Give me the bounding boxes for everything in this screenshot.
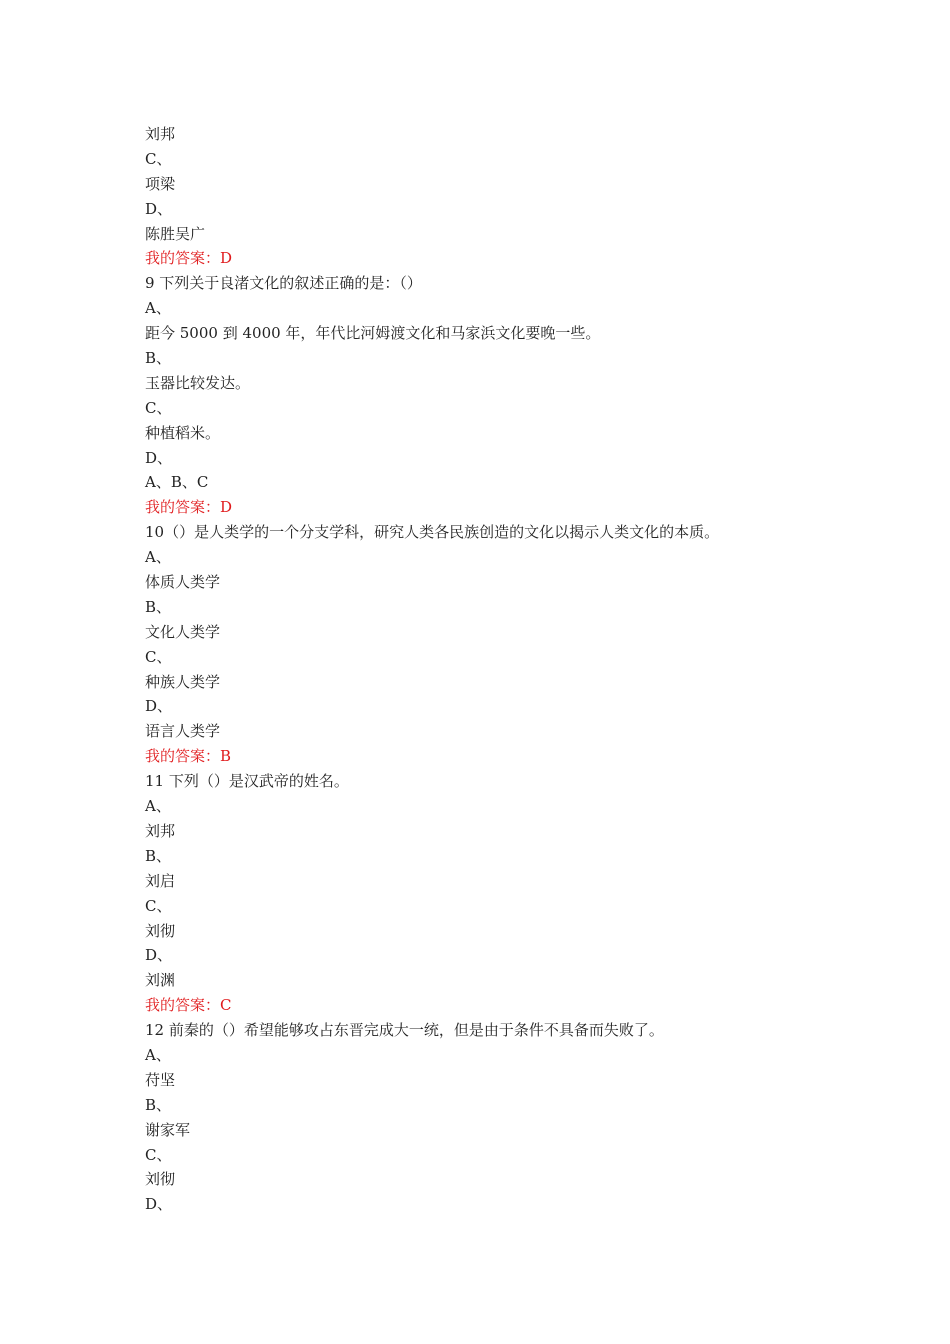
- option-label: D、: [145, 448, 173, 467]
- option-text: 玉器比较发达。: [145, 373, 251, 392]
- option-label: C、: [145, 398, 172, 417]
- option-label: B、: [145, 1095, 172, 1114]
- question-line: 10（）是人类学的一个分支学科，研究人类各民族创造的文化以揭示人类文化的本质。: [145, 523, 720, 542]
- option-text: 刘彻: [145, 1170, 176, 1189]
- option-text: 刘启: [145, 871, 176, 890]
- option-text: 语言人类学: [145, 722, 221, 741]
- option-label: D、: [145, 946, 173, 965]
- option-label: A、: [145, 1045, 171, 1064]
- answer-line: 我的答案：D: [145, 498, 233, 517]
- option-text: 刘渊: [145, 971, 176, 990]
- option-text: 项梁: [145, 174, 176, 193]
- option-label: A、: [145, 299, 171, 318]
- option-label: D、: [145, 199, 173, 218]
- option-text: 刘彻: [145, 921, 176, 940]
- option-label: B、: [145, 597, 172, 616]
- answer-line: 我的答案：C: [145, 996, 232, 1015]
- option-label: A、: [145, 797, 171, 816]
- option-text: 苻坚: [145, 1070, 176, 1089]
- option-text: 谢家军: [145, 1120, 191, 1139]
- option-text: 种族人类学: [145, 672, 221, 691]
- option-text: 刘邦: [145, 821, 176, 840]
- option-text: 刘邦: [145, 125, 176, 143]
- question-line: 9 下列关于良渚文化的叙述正确的是：（）: [145, 274, 422, 293]
- option-text: 陈胜吴广: [145, 224, 206, 243]
- option-label: D、: [145, 697, 173, 716]
- option-label: C、: [145, 1145, 172, 1164]
- option-label: D、: [145, 1195, 173, 1214]
- option-text: A、B、C: [145, 473, 209, 492]
- answer-line: 我的答案：D: [145, 249, 233, 268]
- option-label: C、: [145, 149, 172, 168]
- option-text: 文化人类学: [145, 622, 221, 641]
- option-text: 距今 5000 到 4000 年，年代比河姆渡文化和马家浜文化要晚一些。: [145, 324, 601, 343]
- document-page: [145, 122, 845, 1217]
- option-label: B、: [145, 846, 172, 865]
- option-label: C、: [145, 896, 172, 915]
- answer-line: 我的答案：B: [145, 747, 232, 766]
- question-line: 12 前秦的（）希望能够攻占东晋完成大一统，但是由于条件不具备而失败了。: [145, 1021, 664, 1040]
- option-text: 体质人类学: [145, 573, 221, 592]
- question-line: 11 下列（）是汉武帝的姓名。: [145, 772, 349, 791]
- option-label: A、: [145, 548, 171, 567]
- option-label: C、: [145, 647, 172, 666]
- option-text: 种植稻米。: [145, 423, 221, 442]
- option-label: B、: [145, 349, 172, 368]
